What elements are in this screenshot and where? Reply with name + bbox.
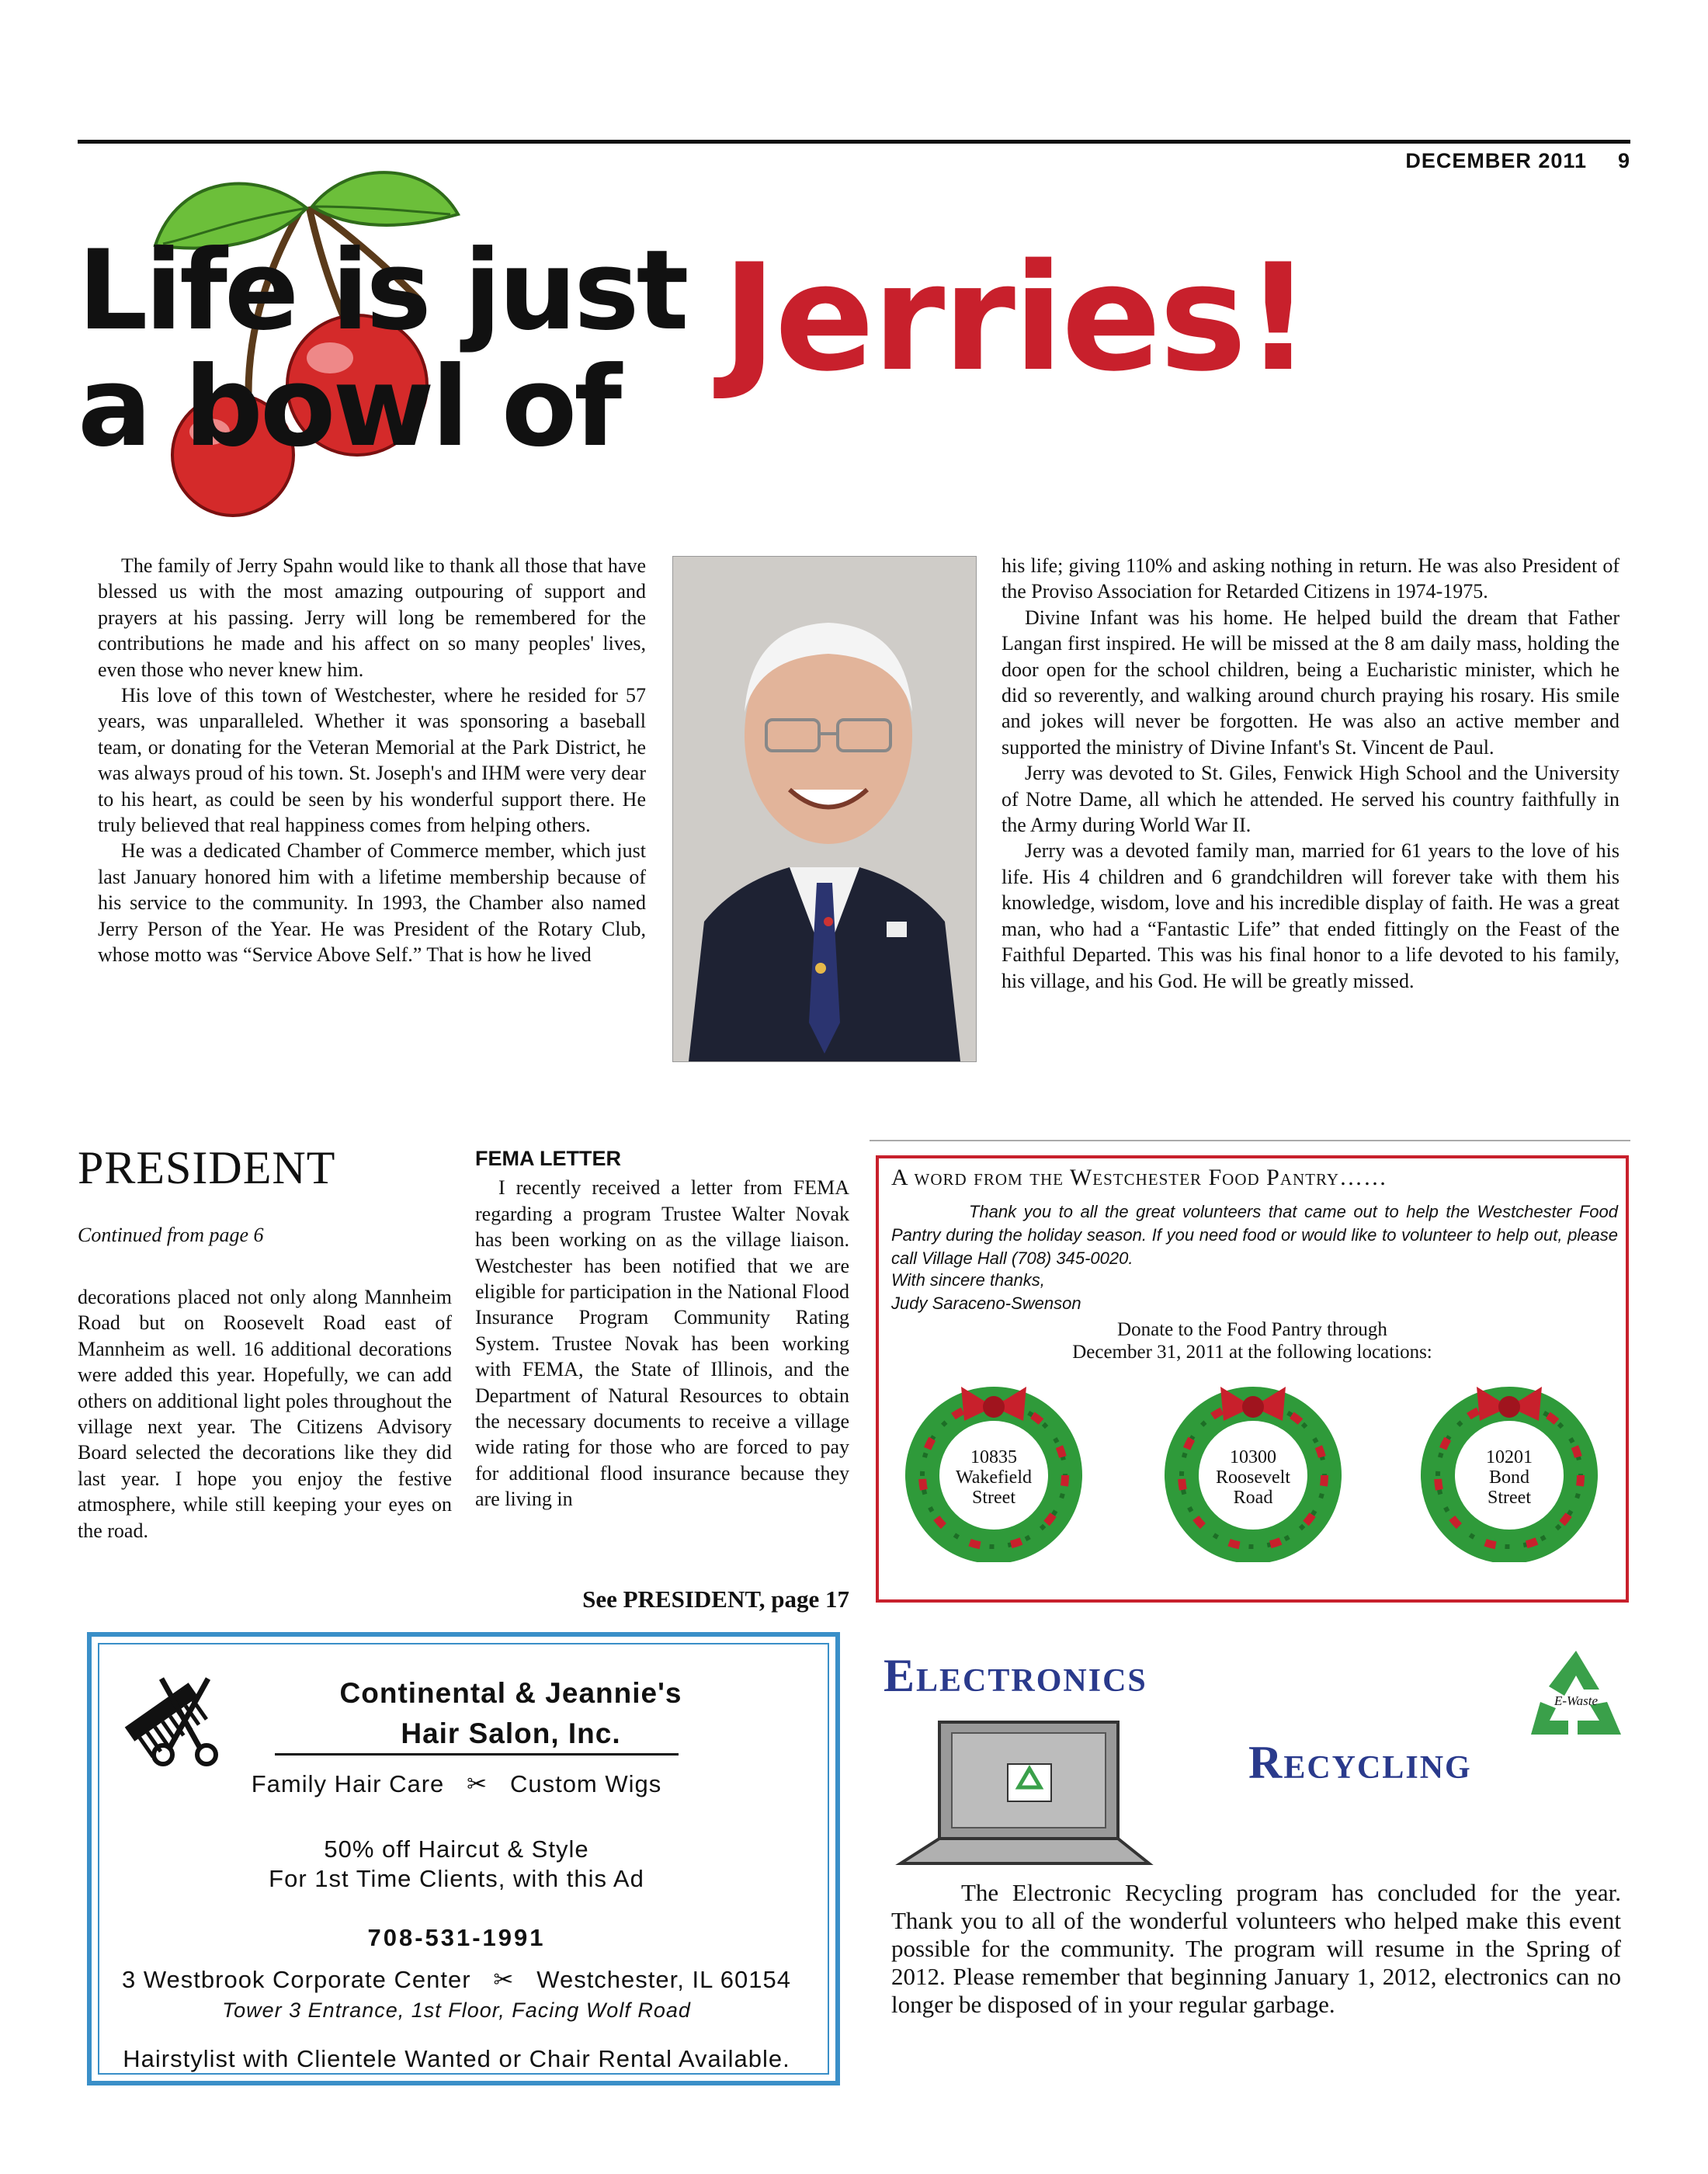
donate-line2: December 31, 2011 at the following locations: (1072, 1342, 1432, 1363)
obituary-column-2 (1002, 553, 1619, 994)
headline-line2: a bowl of (78, 343, 620, 471)
location-address (1416, 1447, 1602, 1508)
pantry-signature (891, 1269, 1081, 1315)
portrait-photo (672, 556, 977, 1062)
e-waste-logo-text: E-Waste (1554, 1693, 1599, 1708)
signature-line2: Judy Saraceno-Swenson (891, 1294, 1081, 1313)
address-line2: Westchester, IL 60154 (536, 1966, 791, 1993)
salon-advertisement (87, 1632, 840, 2085)
location-suffix: Street (1488, 1488, 1531, 1508)
location-suffix: Street (972, 1488, 1015, 1508)
donate-line1: Donate to the Food Pantry through (1117, 1319, 1387, 1340)
service-1: Family Hair Care (251, 1770, 445, 1797)
obituary-paragraph: Jerry was devoted to St. Giles, Fenwick High School and the University of Notre Dame, all which he attended. He served his country faithfully in the Army during World War II. (1002, 762, 1619, 837)
salon-offer-1: 50% off Haircut & Style (324, 1835, 589, 1863)
obituary-paragraph: He was a dedicated Chamber of Commerce member, which just last January honored him with a lifetime membership because of his service to the community. In 1993, the Chamber also named Jerry Person of the Year. He was President of the Rotary Club, whose motto was “Service Above Self.” That is how he lived (98, 839, 646, 967)
salon-offer-2: For 1st Time Clients, with this Ad (269, 1865, 644, 1892)
location-number: 10835 (970, 1447, 1017, 1467)
obituary-paragraph: His love of this town of Westchester, where he resided for 57 years, was unparalleled. Whether it was sponsoring a baseball team, or donating for the Veteran Memorial at the Park District, he was always proud of his town. St. Joseph's and IHM were very dear to his heart, as could be seen by his wonderful support there. He truly believed that real happiness comes from helping others. (98, 684, 646, 837)
headline-black (78, 227, 686, 471)
obituary-paragraph: Jerry was a devoted family man, married for 61 years to the love of his life. His 4 children and 6 grandchildren will forever take with them his knowledge, wisdom, love and his incredible display of faith. He was a great man, who had a “Fantastic Life” that ended fittingly on the Feast of the Faithful Departed. This was his final honor to a life devoted to his family, his village, and his God. He will be greatly missed. (1002, 839, 1619, 992)
headline-accent: Jerries! (722, 232, 1310, 404)
signature-line1: With sincere thanks, (891, 1270, 1045, 1290)
salon-wanted: Hairstylist with Clientele Wanted or Chair Rental Available. (123, 2045, 790, 2072)
obituary-paragraph: his life; giving 110% and asking nothing in return. He was also President of the Proviso Association for Retarded Citizens in 1974-1975. (1002, 554, 1619, 603)
location-street: Bond (1488, 1467, 1529, 1488)
food-pantry-box (876, 1155, 1629, 1603)
salon-phone: 708-531-1991 (367, 1924, 546, 1951)
salon-name-1: Continental & Jeannie's (339, 1677, 682, 1709)
location-address (901, 1447, 1087, 1508)
continued-on-link: See PRESIDENT, page 17 (582, 1585, 849, 1613)
pantry-message-text: Thank you to all the great volunteers that came out to help the Westchester Food Pantry during the holiday season. If you need food or would like to volunteer to help out, please call Village Hall (708) 345-0020. (891, 1202, 1618, 1268)
top-rule (78, 140, 1630, 144)
portrait-illustration (673, 557, 976, 1061)
fema-title: FEMA LETTER (475, 1147, 621, 1170)
president-title: PRESIDENT (78, 1142, 336, 1193)
recycle-icon (1522, 1643, 1630, 1752)
fema-column (475, 1146, 849, 1512)
location-address (1160, 1447, 1346, 1508)
president-body (78, 1284, 452, 1544)
obituary-column-1 (98, 553, 646, 968)
location-street: Roosevelt (1216, 1467, 1290, 1488)
location-number: 10201 (1486, 1447, 1533, 1467)
section-divider (870, 1140, 1630, 1141)
scissors-icon: ✂ (451, 1770, 503, 1797)
electronics-text: The Electronic Recycling program has concluded for the year. Thank you to all of the wonderful volunteers who helped make this event possible for the community. The program will resume in the Spring of 2012. Please remember that beginning January 1, 2012, electronics can no longer be disposed of in your regular garbage. (891, 1879, 1621, 2018)
location-number: 10300 (1230, 1447, 1276, 1467)
headline-line1: Life is just (78, 227, 686, 355)
recycling-title: Recycling (1248, 1737, 1472, 1788)
location-street: Wakefield (955, 1467, 1032, 1488)
issue-date: DECEMBER 2011 (1405, 149, 1587, 172)
e-waste-logo (1522, 1643, 1630, 1752)
obituary-paragraph: The family of Jerry Spahn would like to thank all those that have blessed us with the most amazing outpouring of support and prayers at his passing. Jerry will long be remembered for the contributions he made and his affect on so many peoples' lives, even those who never knew him. (98, 554, 646, 681)
address-line1: 3 Westbrook Corporate Center (121, 1966, 471, 1993)
electronics-body (891, 1879, 1621, 2019)
location-suffix: Road (1233, 1488, 1273, 1508)
president-paragraph: decorations placed not only along Mannheim Road but on Roosevelt Road east of Mannheim as well. 16 additional decorations were added this year. Hopefully, we can add others on additional light poles throughout the village next year. The Citizens Advisory Board selected the decorations like they did last year. I hope you enjoy the festive atmosphere, while still keeping your eyes on the road. (78, 1286, 452, 1542)
wreath-location-1 (901, 1376, 1087, 1562)
comb-scissors-icon (115, 1663, 224, 1772)
pantry-donate-info (879, 1318, 1626, 1363)
salon-services (92, 1770, 821, 1798)
salon-name-2: Hair Salon, Inc. (401, 1717, 621, 1749)
salon-address (92, 1966, 821, 1994)
wreath-location-3 (1416, 1376, 1602, 1562)
salon-entrance: Tower 3 Entrance, 1st Floor, Facing Wolf Road (222, 1999, 691, 2022)
pantry-title: A word from the Westchester Food Pantry…… (891, 1165, 1388, 1190)
salon-underline (275, 1753, 679, 1756)
fema-paragraph: I recently received a letter from FEMA regarding a program Trustee Walter Novak has been working on as the village liaison. Westchester has been notified that we are eligible for participation in the National Flood Insurance Program Community Rating System. Trustee Novak has been working with FEMA, the State of Illinois, and the Department of Natural Resources to obtain the necessary documents to receive a village wide rating for those who are forced to pay for additional flood insurance because they are living in (475, 1176, 849, 1511)
service-2: Custom Wigs (509, 1770, 662, 1797)
page-number: 9 (1617, 149, 1630, 172)
page-header (1405, 149, 1630, 173)
laptop-icon (893, 1716, 1157, 1871)
obituary-paragraph: Divine Infant was his home. He helped build the dream that Father Langan first inspired. He will be missed at the 8 am daily mass, holding the door open for the school children, being a Eucharistic minister, which he did so reverently, and walking around church praying his rosary. His smile and jokes will never be forgotten. He was also an active member and supported the ministry of Divine Infant's St. Vincent de Paul. (1002, 606, 1619, 759)
scissors-icon: ✂ (478, 1966, 529, 1993)
president-continued: Continued from page 6 (78, 1224, 264, 1246)
wreath-location-2 (1160, 1376, 1346, 1562)
electronics-title: Electronics (884, 1650, 1147, 1701)
pantry-message (891, 1200, 1618, 1270)
